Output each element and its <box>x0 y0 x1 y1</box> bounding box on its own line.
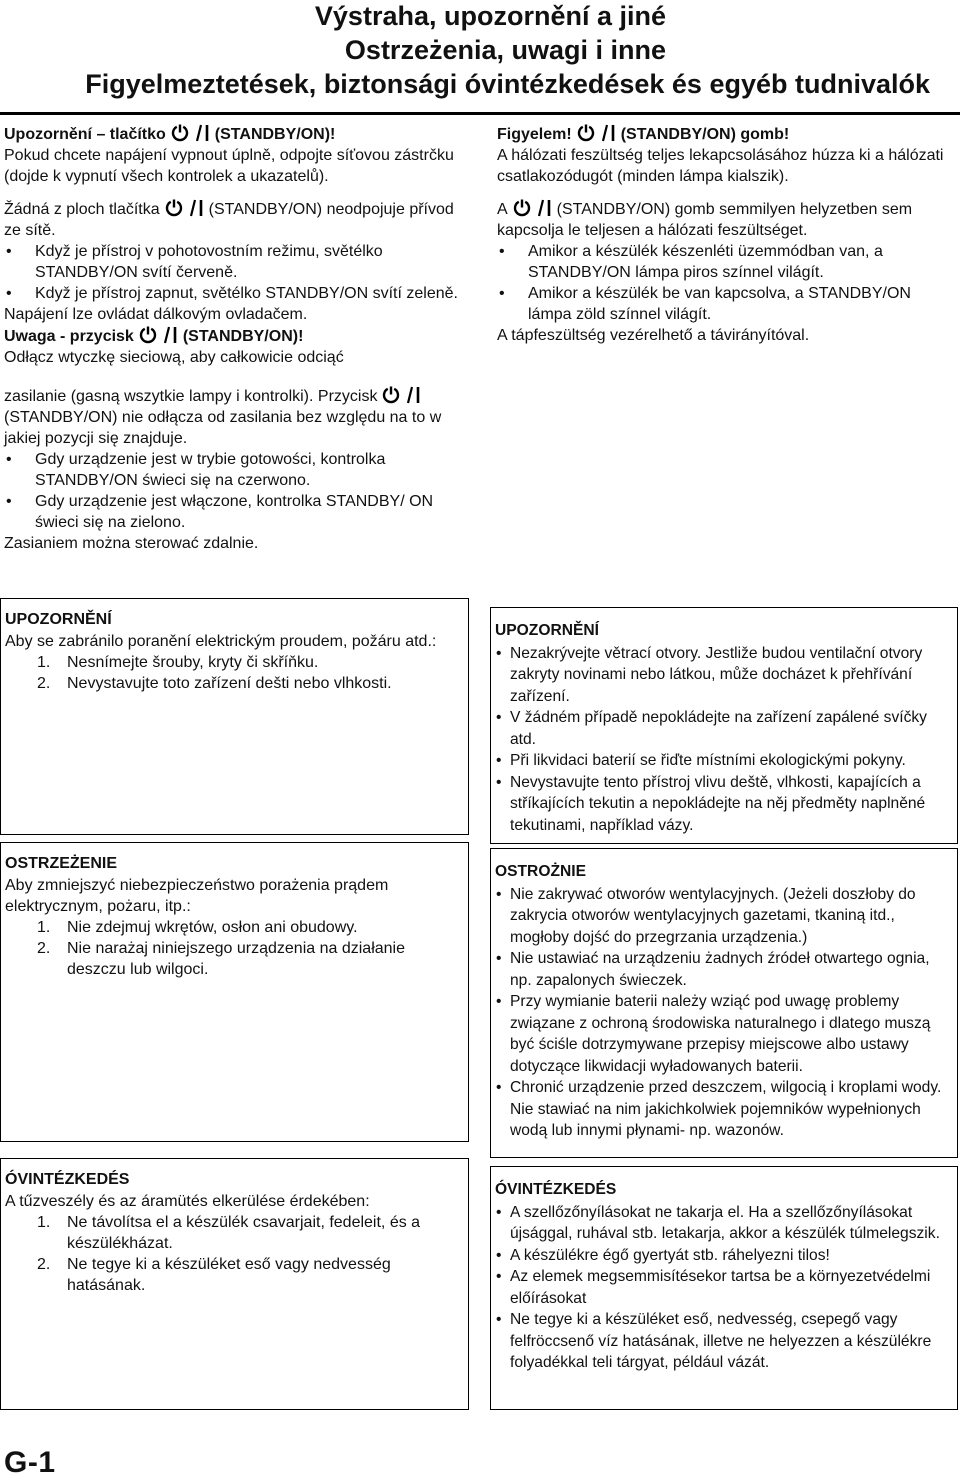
standby-power-icon <box>576 124 617 142</box>
pl-standby-bullet-1: • Gdy urządzenie jest w trybie gotowości, kontrolka STANDBY/ON świeci się na czerwono. <box>4 449 474 491</box>
caution-box-title: ÓVINTÉZKEDÉS <box>495 1181 617 1198</box>
caution-item: • V žádném případě nepokládejte na zařízení zapálené svíčky atd. <box>495 707 953 750</box>
caution-item: • A szellőzőnyílásokat ne takarja el. Ha a szellőzőnyílásokat újsággal, ruhával stb. letakarja, akkor a készülék túlmelegszik. <box>495 1202 953 1245</box>
cz-standby-bullet-2: • Když je přístroj zapnut, světélko STANDBY/ON svítí zeleně. <box>4 283 474 304</box>
caution-item: • Chronić urządzenie przed deszczem, wilgocią i kroplami wody. Nie stawiać na nim jakichkolwiek pojemników wypełnionych wodą lub innymi płynami- np. wazonów. <box>495 1077 953 1142</box>
title-polish: Ostrzeżenia, uwagi i inne <box>344 35 666 65</box>
caution-item: • Při likvidaci baterií se řiďte místními ekologickými pokyny. <box>495 750 953 772</box>
warning-box-cz <box>0 598 469 835</box>
warning-item: 1. Ne távolítsa el a készülék csavarjait, fedeleit, és a készülékházat. <box>37 1214 421 1252</box>
warning-item: 2. Nie narażaj niniejszego urządzenia na działanie deszczu lub wilgoci. <box>37 940 405 978</box>
pl-standby-bullet-2: • Gdy urządzenie jest włączone, kontrolka STANDBY/ ON świeci się na zielono. <box>4 491 474 533</box>
cz-standby-bullet-1: • Když je přístroj v pohotovostním režimu, světélko STANDBY/ON svítí červeně. <box>4 241 474 283</box>
hu-standby-p3: A tápfeszültség vezérelhető a távirányítóval. <box>497 327 810 344</box>
warning-box-title: ÓVINTÉZKEDÉS <box>5 1171 130 1188</box>
caution-item: • Nie zakrywać otworów wentylacyjnych. (Jeżeli doszłoby do zakrycia otworów wentylacyjnych gazetami, tkaniną itd., mogłoby dojść do przegrzania urządzenia.) <box>495 884 953 949</box>
hu-standby-p2: A (STANDBY/ON) gomb semmilyen helyzetben sem kapcsolja le teljesen a hálózati feszültséget. <box>497 201 913 239</box>
cz-standby-heading: Upozornění – tlačítko (STANDBY/ON)! <box>4 126 336 143</box>
standby-power-icon <box>512 199 553 217</box>
caution-item: • Przy wymianie baterii należy wziąć pod uwagę problemy związane z ochroną środowiska naturalnego i dlatego muszą być ściśle dotrzymywane przepisy miejscowe albo ustawy dotyczące likwidacji wyładowanych baterii. <box>495 991 953 1077</box>
title-hungarian: Figyelmeztetések, biztonsági óvintézkedések és egyéb tudnivalók <box>85 69 930 99</box>
cz-standby-p2: Žádná z ploch tlačítka (STANDBY/ON) neodpojuje přívod ze sítě. <box>4 201 454 239</box>
pl-standby-heading: Uwaga - przycisk (STANDBY/ON)! <box>4 328 304 345</box>
hu-standby-heading: Figyelem! (STANDBY/ON) gomb! <box>497 126 790 143</box>
caution-item: • Ne tegye ki a készüléket eső, nedvesség, csepegő vagy felfröccsenő víz hatásának, illetve ne helyezzen a készülékre folyadékkal teli tárgyat, például vázát. <box>495 1309 953 1374</box>
standby-section-left <box>4 124 474 554</box>
warning-box-title: UPOZORNĚNÍ <box>5 611 112 628</box>
warning-box-intro: Aby se zabránilo poranění elektrickým proudem, požáru atd.: <box>5 633 437 650</box>
caution-item: • Nie ustawiać na urządzeniu żadnych źródeł otwartego ognia, np. zapalonych świeczek. <box>495 948 953 991</box>
warning-box-intro: Aby zmniejszyć niebezpieczeństwo porażenia prądem elektrycznym, pożaru, itp.: <box>5 877 389 915</box>
pl-standby-p2: zasilanie (gasną wszytkie lampy i kontrolki). Przycisk(STANDBY/ON) nie odłącza od zasilania bez względu na to w jakiej pozycji się znajduje. <box>4 388 442 447</box>
caution-box-title: UPOZORNĚNÍ <box>495 622 599 639</box>
standby-section-right <box>497 124 957 346</box>
page-number: G-1 <box>4 1446 56 1479</box>
caution-box-title: OSTROŻNIE <box>495 863 586 880</box>
header-divider <box>0 112 960 115</box>
cz-standby-p1: Pokud chcete napájení vypnout úplně, odpojte síťovou zástrčku (dojde k vypnutí všech kontrolek a ukazatelů). <box>4 147 454 185</box>
caution-item: • Az elemek megsemmisítésekor tartsa be a környezetvédelmi előírásokat <box>495 1266 953 1309</box>
warning-item: 1. Nie zdejmuj wkrętów, osłon ani obudowy. <box>37 919 358 936</box>
caution-item: • Nevystavujte tento přístroj vlivu deště, vlhkosti, kapajících a stříkajících tekutin a nepokládejte na něj předměty naplněné tekutinami, například vázy. <box>495 772 953 837</box>
caution-box-pl <box>490 848 958 1158</box>
hu-standby-bullet-2: • Amikor a készülék be van kapcsolva, a STANDBY/ON lámpa zöld színnel világít. <box>497 283 957 325</box>
warning-box-pl <box>0 842 469 1142</box>
caution-box-hu <box>490 1166 958 1410</box>
hu-standby-bullet-1: • Amikor a készülék készenléti üzemmódban van, a STANDBY/ON lámpa piros színnel világít. <box>497 241 957 283</box>
warning-box-title: OSTRZEŻENIE <box>5 855 118 872</box>
standby-power-icon <box>164 199 205 217</box>
warning-box-hu <box>0 1158 469 1410</box>
standby-power-icon <box>170 124 211 142</box>
caution-item: • Nezakrývejte větrací otvory. Jestliže budou ventilační otvory zakryty novinami nebo látkou, může docházet k přehřívání zařízení. <box>495 643 953 708</box>
caution-box-cz <box>490 607 958 844</box>
hu-standby-p1: A hálózati feszültség teljes lekapcsolásához húzza ki a hálózati csatlakozódugót (minden lámpa kialszik). <box>497 147 944 185</box>
caution-item: • A készülékre égő gyertyát stb. ráhelyezni tilos! <box>495 1245 953 1267</box>
warning-box-intro: A tűzveszély és az áramütés elkerülése érdekében: <box>5 1193 370 1210</box>
pl-standby-p3: Zasianiem można sterować zdalnie. <box>4 535 259 552</box>
warning-item: 1. Nesnímejte šrouby, kryty či skříňku. <box>37 654 319 671</box>
warning-item: 2. Ne tegye ki a készüléket eső vagy nedvesség hatásának. <box>37 1256 391 1294</box>
cz-standby-p3: Napájení lze ovládat dálkovým ovladačem. <box>4 306 308 323</box>
standby-power-icon <box>381 386 422 404</box>
warning-item: 2. Nevystavujte toto zařízení dešti nebo vlhkosti. <box>37 675 392 692</box>
pl-standby-p1: Odłącz wtyczkę sieciową, aby całkowicie odciąć <box>4 349 344 366</box>
title-czech: Výstraha, upozornění a jiné <box>314 1 666 31</box>
standby-power-icon <box>138 326 179 344</box>
